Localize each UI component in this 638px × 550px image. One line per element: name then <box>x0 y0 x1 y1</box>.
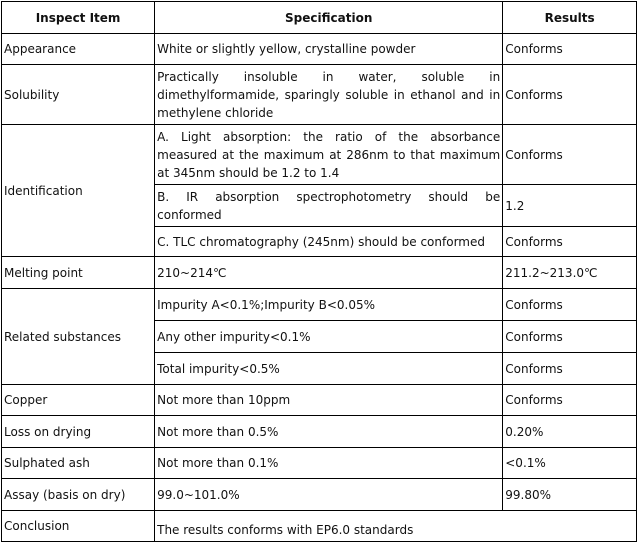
table-row-loss-on-drying <box>2 416 637 448</box>
result-impurity-ab: Conforms <box>503 289 637 321</box>
item-solubility: Solubility <box>2 65 155 125</box>
result-other-impurity: Conforms <box>503 321 637 353</box>
item-appearance: Appearance <box>2 34 155 65</box>
item-melting-point: Melting point <box>2 257 155 289</box>
item-conclusion: Conclusion <box>2 511 155 542</box>
spec-other-impurity: Any other impurity<0.1% <box>155 321 503 353</box>
spec-assay: 99.0~101.0% <box>155 479 503 511</box>
result-loss-on-drying: 0.20% <box>503 416 637 448</box>
spec-identification-b: B. IR absorption spectrophotometry should be conformed <box>155 185 503 227</box>
table-row-copper <box>2 385 637 416</box>
result-copper: Conforms <box>503 385 637 416</box>
header-results: Results <box>503 2 637 34</box>
result-sulphated-ash: <0.1% <box>503 448 637 479</box>
item-identification: Identification <box>2 125 155 257</box>
table-row-solubility <box>2 65 637 125</box>
item-copper: Copper <box>2 385 155 416</box>
result-appearance: Conforms <box>503 34 637 65</box>
spec-identification-c: C. TLC chromatography (245nm) should be conformed <box>155 227 503 257</box>
table-row-conclusion <box>2 511 637 542</box>
result-identification-a: Conforms <box>503 125 637 185</box>
table-row-sulphated-ash <box>2 448 637 479</box>
table-row-assay <box>2 479 637 511</box>
spec-total-impurity: Total impurity<0.5% <box>155 353 503 385</box>
spec-impurity-ab: Impurity A<0.1%;Impurity B<0.05% <box>155 289 503 321</box>
table-row-appearance <box>2 34 637 65</box>
conclusion-text: The results conforms with EP6.0 standards <box>155 511 637 542</box>
spec-appearance: White or slightly yellow, crystalline powder <box>155 34 503 65</box>
result-assay: 99.80% <box>503 479 637 511</box>
table-row-identification-a <box>2 125 637 185</box>
spec-sulphated-ash: Not more than 0.1% <box>155 448 503 479</box>
result-solubility: Conforms <box>503 65 637 125</box>
result-melting-point: 211.2~213.0℃ <box>503 257 637 289</box>
spec-loss-on-drying: Not more than 0.5% <box>155 416 503 448</box>
header-specification: Specification <box>155 2 503 34</box>
table-row-related-impurity-ab <box>2 289 637 321</box>
spec-copper: Not more than 10ppm <box>155 385 503 416</box>
item-loss-on-drying: Loss on drying <box>2 416 155 448</box>
result-total-impurity: Conforms <box>503 353 637 385</box>
item-related-substances: Related substances <box>2 289 155 385</box>
item-sulphated-ash: Sulphated ash <box>2 448 155 479</box>
result-identification-b: 1.2 <box>503 185 637 227</box>
result-identification-c: Conforms <box>503 227 637 257</box>
inspection-table <box>1 1 637 542</box>
spec-solubility: Practically insoluble in water, soluble in dimethylformamide, sparingly soluble in ethanol and in methylene chloride <box>155 65 503 125</box>
header-inspect-item: Inspect Item <box>2 2 155 34</box>
item-assay: Assay (basis on dry) <box>2 479 155 511</box>
header-row <box>2 2 637 34</box>
table-row-melting-point <box>2 257 637 289</box>
spec-melting-point: 210~214℃ <box>155 257 503 289</box>
spec-identification-a: A. Light absorption: the ratio of the absorbance measured at the maximum at 286nm to that maximum at 345nm should be 1.2 to 1.4 <box>155 125 503 185</box>
